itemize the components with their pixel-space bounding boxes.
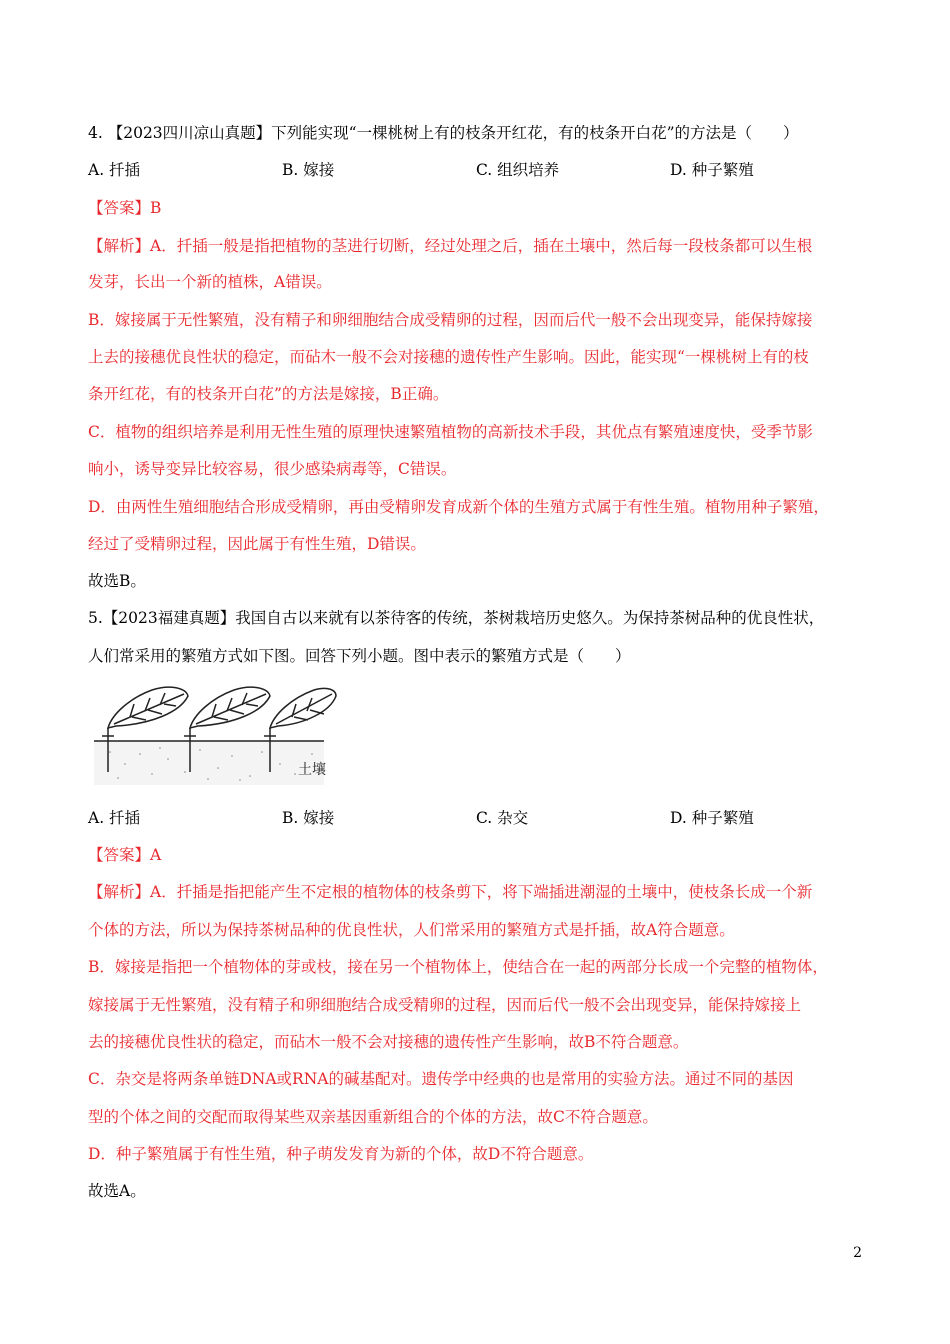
- q5-stem: 5.【2023福建真题】我国自古以来就有以茶待客的传统，茶树栽培历史悠久。为保持茶树品种的优良性状，: [88, 609, 825, 627]
- q4-analysis-line: C．植物的组织培养是利用无性生殖的原理快速繁殖植物的高新技术手段，其优点有繁殖速度快，受季节影: [88, 423, 813, 441]
- q5-analysis-line: 个体的方法，所以为保持茶树品种的优良性状，人们常采用的繁殖方式是扦插，故A符合题意。: [88, 921, 735, 939]
- q5-analysis-line: D．种子繁殖属于有性生殖，种子萌发发育为新的个体，故D不符合题意。: [88, 1145, 594, 1163]
- q4-option-d: D. 种子繁殖: [670, 161, 754, 179]
- q4-option-c: C. 组织培养: [476, 161, 560, 179]
- q4-option-b: B. 嫁接: [282, 161, 335, 179]
- q4-conclusion: 故选B。: [88, 572, 146, 590]
- page-number: 2: [853, 1245, 862, 1261]
- q5-option-b: B. 嫁接: [282, 809, 335, 827]
- q4-analysis-line: D．由两性生殖细胞结合形成受精卵，再由受精卵发育成新个体的生殖方式属于有性生殖。植物用种子繁殖，: [88, 498, 829, 516]
- q5-analysis-line: 【解析】A．扦插是指把能产生不定根的植物体的枝条剪下，将下端插进潮湿的土壤中，使枝条长成一个新: [88, 883, 813, 901]
- soil-label: 土壤: [298, 762, 326, 778]
- q4-answer: 【答案】B: [88, 199, 162, 217]
- q4-option-a: A. 扦插: [88, 161, 141, 179]
- q4-analysis-line: 条开红花，有的枝条开白花”的方法是嫁接，B正确。: [88, 385, 449, 403]
- q5-stem: 人们常采用的繁殖方式如下图。回答下列小题。图中表示的繁殖方式是（ ）: [88, 647, 631, 665]
- cutting-illustration: [90, 684, 340, 788]
- q5-analysis-line: 去的接穗优良性状的稳定，而砧木一般不会对接穗的遗传性产生影响，故B不符合题意。: [88, 1033, 689, 1051]
- q5-analysis-line: 型的个体之间的交配而取得某些双亲基因重新组合的个体的方法，故C不符合题意。: [88, 1108, 658, 1126]
- q4-analysis-line: 【解析】A．扦插一般是指把植物的茎进行切断，经过处理之后，插在土壤中，然后每一段枝条都可以生根: [88, 237, 813, 255]
- q4-analysis-line: 发芽，长出一个新的植株，A错误。: [88, 273, 332, 291]
- q5-option-c: C. 杂交: [476, 809, 529, 827]
- q5-option-a: A. 扦插: [88, 809, 141, 827]
- q4-analysis-line: 上去的接穗优良性状的稳定，而砧木一般不会对接穗的遗传性产生影响。因此，能实现“一棵桃树上有的枝: [88, 348, 809, 366]
- q5-analysis-line: 嫁接属于无性繁殖，没有精子和卵细胞结合成受精卵的过程，因而后代一般不会出现变异，能保持嫁接上: [88, 996, 802, 1014]
- q4-analysis-line: 经过了受精卵过程，因此属于有性生殖，D错误。: [88, 535, 426, 553]
- q5-conclusion: 故选A。: [88, 1182, 146, 1200]
- q5-option-d: D. 种子繁殖: [670, 809, 754, 827]
- q4-analysis-line: 响小，诱导变异比较容易，很少感染病毒等，C错误。: [88, 460, 457, 478]
- q4-analysis-line: B．嫁接属于无性繁殖，没有精子和卵细胞结合成受精卵的过程，因而后代一般不会出现变异，能保持嫁接: [88, 311, 813, 329]
- q5-analysis-line: B．嫁接是指把一个植物体的芽或枝，接在另一个植物体上，使结合在一起的两部分长成一个完整的植物体，: [88, 958, 828, 976]
- q5-analysis-line: C．杂交是将两条单链DNA或RNA的碱基配对。遗传学中经典的也是常用的实验方法。通过不同的基因: [88, 1070, 794, 1088]
- q5-answer: 【答案】A: [88, 846, 162, 864]
- q4-stem: 4. 【2023四川凉山真题】下列能实现“一棵桃树上有的枝条开红花，有的枝条开白花”的方法是（ ）: [88, 124, 799, 142]
